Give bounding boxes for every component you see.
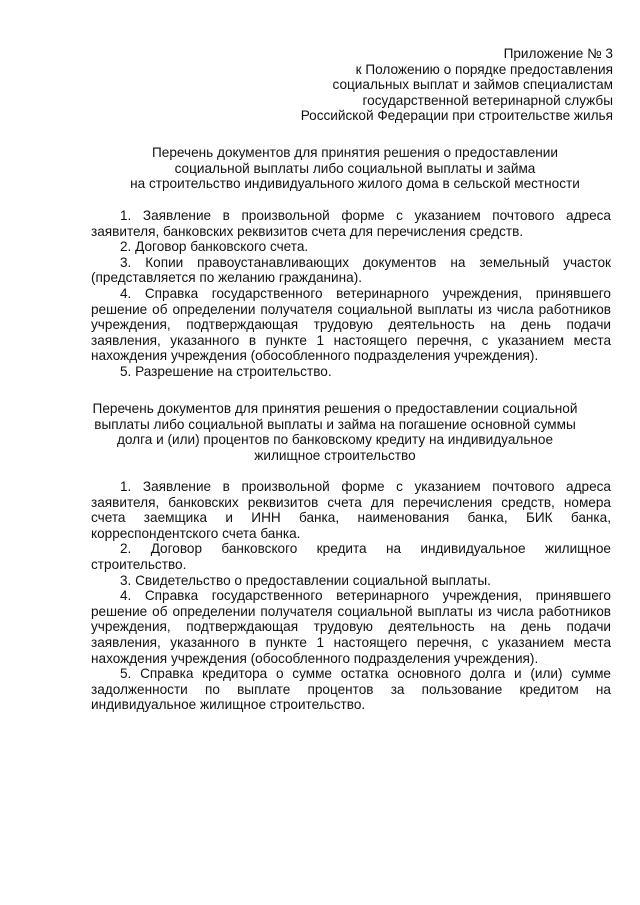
section1-title-line: на строительство индивидуального жилого дома в сельской местности — [130, 176, 580, 192]
section2-title-line: Перечень документов для принятия решения о предоставлении социальной — [92, 401, 578, 416]
section2-item: 1. Заявление в произвольной форме с указанием почтового адреса заявителя, банковских реквизитов счета для перечисления средств, номера счета заемщика и ИНН банка, наименования банка, БИК банка, корреспондентского счета банка. — [91, 479, 611, 541]
section2-item: 4. Справка государственного ветеринарного учреждения, принявшего решение об определении получателя социальной выплаты из числа работников учреждения, подтверждающая трудовую деятельность на день подачи заявления, указанного в пункте 1 настоящего перечня, с указанием места нахождения учреждения (обособленного подразделения учреждения). — [91, 588, 611, 666]
section1-item: 5. Разрешение на строительство. — [120, 363, 332, 379]
appendix-header — [193, 46, 613, 124]
section2-item: 5. Справка кредитора о сумме остатка основного долга и (или) сумме задолженности по выплате процентов за пользование кредитом на индивидуальное жилищное строительство. — [91, 666, 611, 713]
appendix-ref-line: государственной ветеринарной службы — [362, 92, 613, 108]
section1-item: 2. Договор банковского счета. — [120, 239, 309, 255]
appendix-ref-line: к Положению о порядке предоставления — [355, 61, 613, 77]
section2-title — [60, 401, 610, 463]
appendix-ref-line: Российской Федерации при строительстве жилья — [300, 108, 613, 124]
section2-title-line: выплаты либо социальной выплаты и займа на погашение основной суммы — [94, 416, 576, 432]
section1-title-line: Перечень документов для принятия решения о предоставлении — [152, 145, 558, 160]
section1-title — [90, 145, 620, 192]
section1-title-line: социальной выплаты либо социальной выплаты и займа — [174, 160, 536, 176]
section2-list — [91, 479, 611, 713]
appendix-ref-line: социальных выплат и займов специалистам — [332, 77, 613, 93]
section2-title-line: долга и (или) процентов по банковскому кредиту на индивидуальное — [116, 432, 554, 448]
section2-title-line: жилищное строительство — [254, 447, 416, 463]
section1-item: 4. Справка государственного ветеринарного учреждения, принявшего решение об определении получателя социальной выплаты из числа работников учреждения, подтверждающая трудовую деятельность на день подачи заявления, указанного в пункте 1 настоящего перечня, с указанием места нахождения учреждения (обособленного подразделения учреждения). — [91, 285, 611, 364]
section2-item: 3. Свидетельство о предоставлении социальной выплаты. — [120, 572, 491, 588]
section1-item: 1. Заявление в произвольной форме с указанием почтового адреса заявителя, банковских реквизитов счета для перечисления средств. — [91, 208, 611, 239]
appendix-number: Приложение № 3 — [503, 46, 613, 61]
section2-item: 2. Договор банковского кредита на индивидуальное жилищное строительство. — [91, 541, 611, 572]
section1-item: 3. Копии правоустанавливающих документов на земельный участок (представляется по желанию гражданина). — [91, 254, 611, 286]
section1-list — [91, 208, 611, 380]
